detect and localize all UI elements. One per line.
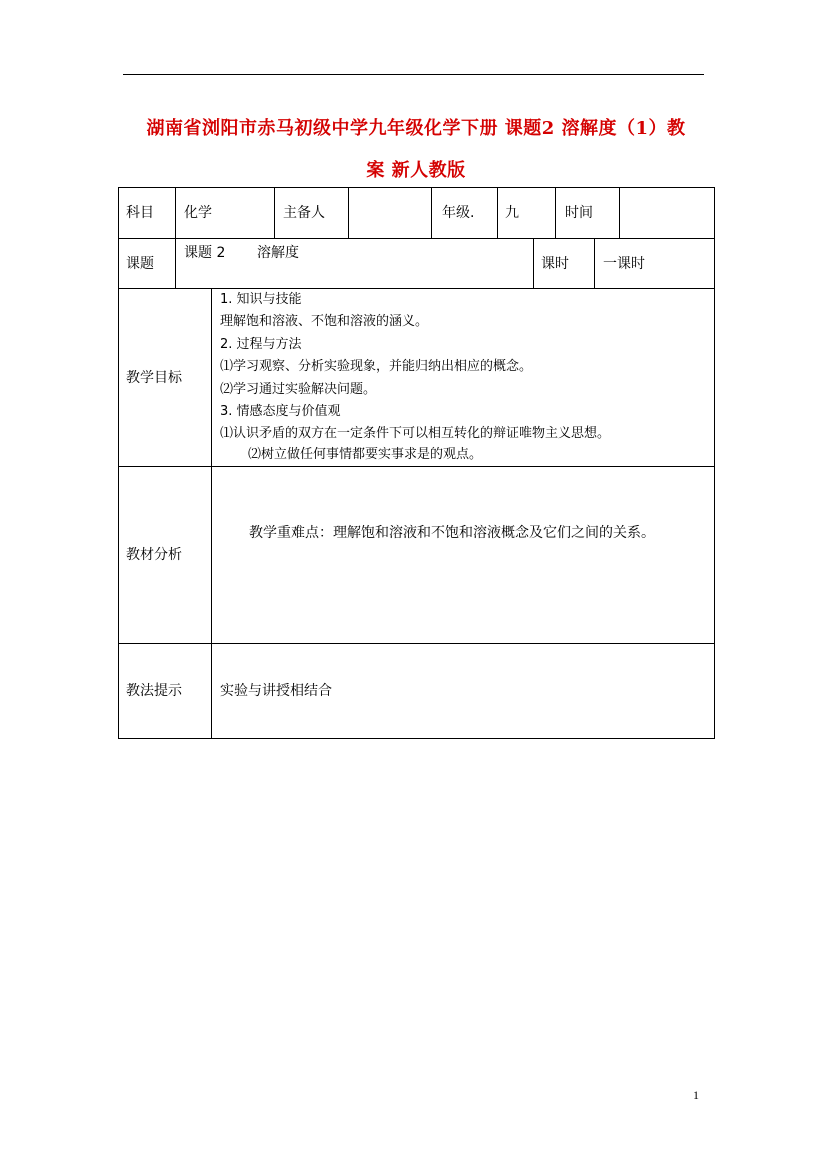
objective-line: 3. 情感态度与价值观 [220,404,341,419]
column-divider [175,238,176,288]
analysis-label: 教材分析 [126,547,182,563]
column-divider [431,188,432,238]
period-label: 课时 [541,256,569,272]
period-value: 一课时 [603,256,645,272]
preparer-label: 主备人 [283,205,325,221]
column-divider [211,288,212,738]
objective-line: ⑴学习观察、分析实验现象，并能归纳出相应的概念。 [220,359,533,374]
method-label: 教法提示 [126,683,182,699]
objectives-label: 教学目标 [126,370,182,386]
row-divider [119,643,714,644]
column-divider [619,188,620,238]
title-line-2: 案 新人教版 [366,160,466,181]
objective-line: 2. 过程与方法 [220,337,302,352]
lesson-plan-table [118,187,715,739]
row-divider [119,288,714,289]
method-content: 实验与讲授相结合 [220,683,332,699]
grade-value: 九 [505,205,519,221]
subject-label: 科目 [126,205,154,221]
header-rule [123,74,704,75]
row-divider [119,238,714,239]
column-divider [348,188,349,238]
objective-line: ⑴认识矛盾的双方在一定条件下可以相互转化的辩证唯物主义思想。 [220,426,611,441]
topic-number: 课题 2 [184,245,226,261]
objective-line: 1. 知识与技能 [220,292,302,307]
topic-label: 课题 [126,256,154,272]
column-divider [555,188,556,238]
column-divider [175,188,176,238]
row-divider [119,466,714,467]
objective-line: ⑵树立做任何事情都要实事求是的观点。 [248,447,483,462]
grade-label: 年级. [442,205,475,221]
objective-line: ⑵学习通过实验解决问题。 [220,382,377,397]
time-label: 时间 [565,205,593,221]
column-divider [274,188,275,238]
objective-line: 理解饱和溶液、不饱和溶液的涵义。 [220,314,429,329]
document-title [118,108,714,192]
column-divider [497,188,498,238]
analysis-content: 教学重难点：理解饱和溶液和不饱和溶液概念及它们之间的关系。 [249,525,655,541]
column-divider [533,238,534,288]
column-divider [594,238,595,288]
subject-value: 化学 [184,205,212,221]
title-line-1: 湖南省浏阳市赤马初级中学九年级化学下册 课题2 溶解度（1）教 [146,118,686,139]
topic-name: 溶解度 [257,245,299,261]
page-number: 1 [693,1088,699,1102]
